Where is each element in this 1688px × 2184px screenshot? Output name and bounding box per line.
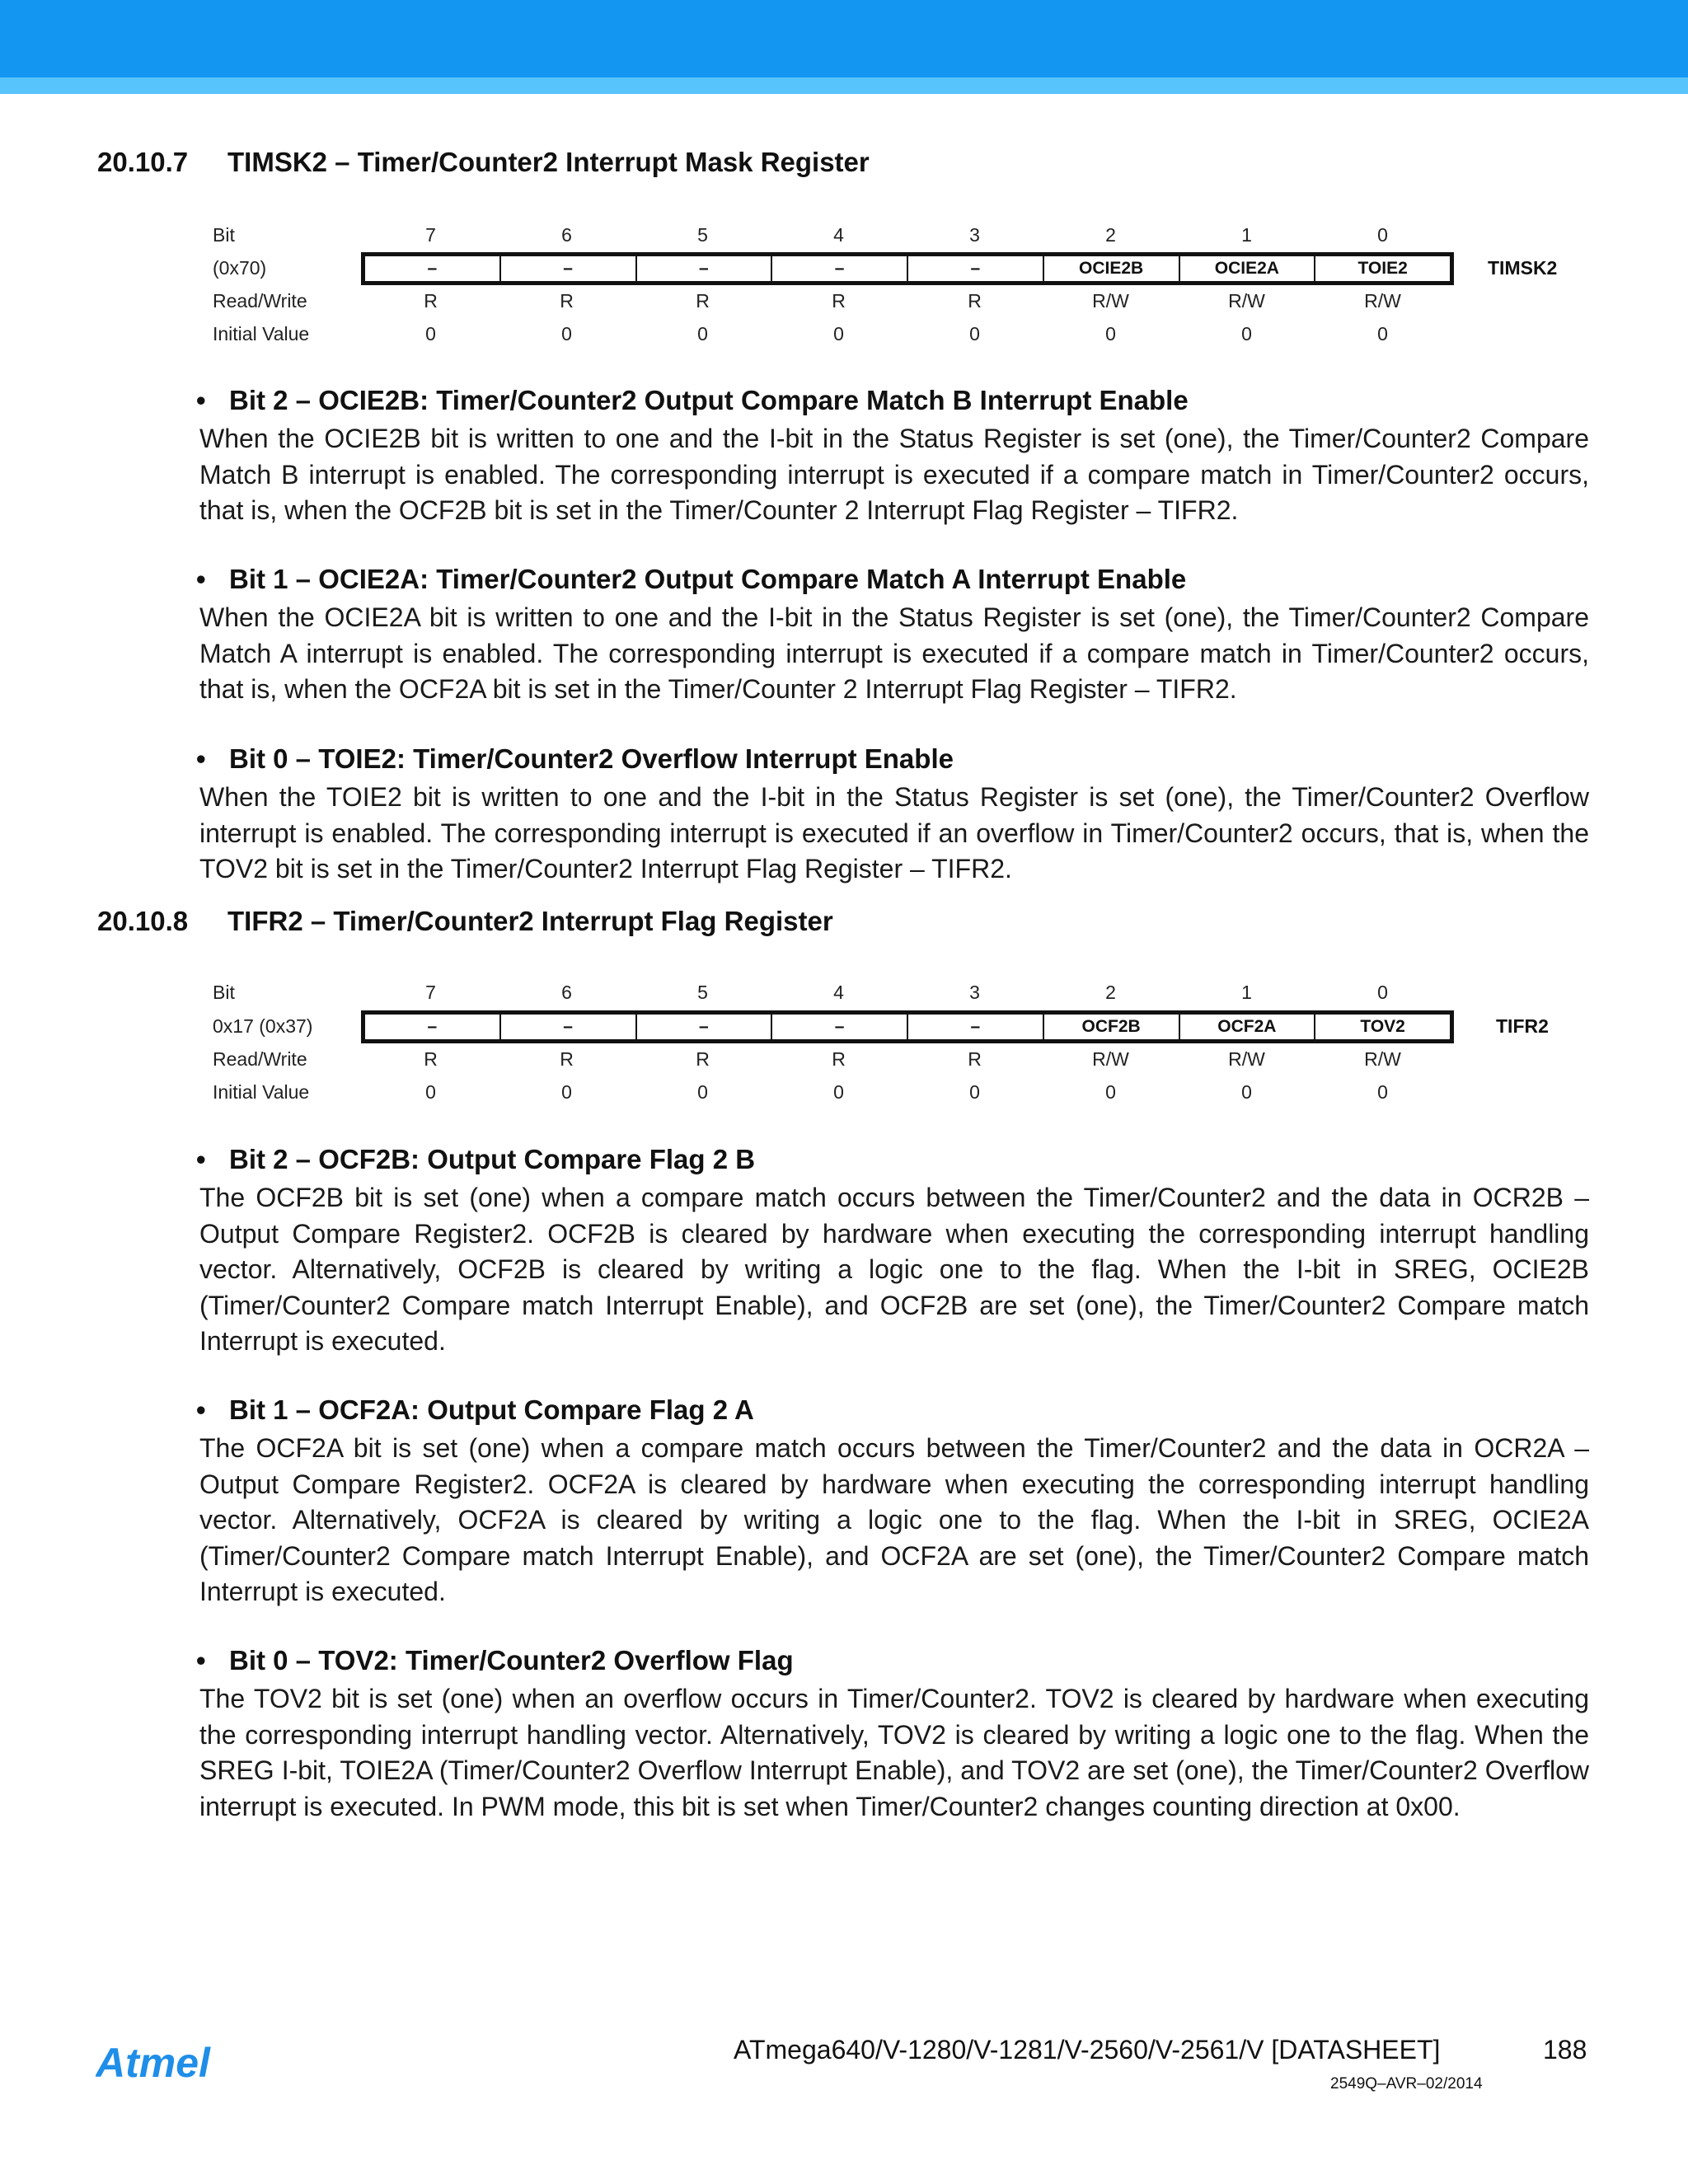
bit-number: 7 [425,224,436,246]
bit-number: 4 [833,224,844,246]
bit-cell: OCIE2A [1180,256,1316,281]
register-name: TIFR2 [1496,1015,1549,1037]
section-title-tifr2 [97,906,833,937]
bit-description: The TOV2 bit is set (one) when an overflow occurs in Timer/Counter2. TOV2 is cleared by hardware when executing the corresponding interrupt handling vector. Alternatively, TOV2 is cleared by writing a logic one to the flag. When the SREG I-bit, TOIE2A (Timer/Counter2 Overflow Interrupt Enable), and TOV2 are set (one), the Timer/Counter2 Overflow interrupt is executed. In PWM mode, this bit is set when Timer/Counter2 changes counting direction at 0x00. [199,1684,1589,1821]
bit-cell: OCF2B [1044,1015,1180,1039]
bit-description: When the TOIE2 bit is written to one and the I-bit in the Status Register is set (one), the Timer/Counter2 Overflow interrupt is enabled. The corresponding interrupt is executed if an overflow in Timer/Counter2 occurs, that is, when the TOV2 bit is set in the Timer/Counter2 Interrupt Flag Register – TIFR2. [199,782,1589,883]
header-stripe [0,77,1688,94]
initial-value: 0 [969,323,980,344]
bit-heading-text: Bit 2 – OCIE2B: Timer/Counter2 Output Compare Match B Interrupt Enable [229,385,1189,415]
bit-number: 1 [1241,982,1252,1003]
initial-value: 0 [1241,1081,1252,1103]
bit-heading: • Bit 2 – OCF2B: Output Compare Flag 2 B [196,1144,756,1174]
bit-number: 3 [969,982,980,1003]
bit-number: 3 [969,224,980,246]
register-name: TIMSK2 [1488,257,1558,279]
rw-value: R/W [1092,290,1129,312]
bit-cell: – [637,256,773,281]
bit-number: 7 [425,982,436,1003]
bit-cell: – [365,256,501,281]
bit-heading-text: Bit 2 – OCF2B: Output Compare Flag 2 B [229,1144,756,1174]
atmel-logo-text: Atmel [96,2041,210,2086]
rw-value: R [696,1048,710,1070]
footer-page-number: 188 [1543,2035,1587,2064]
bit-cell: TOV2 [1360,1017,1405,1036]
bit-heading-text: Bit 0 – TOIE2: Timer/Counter2 Overflow Interrupt Enable [229,743,954,774]
section-title-text: TIFR2 – Timer/Counter2 Interrupt Flag Register [227,906,833,936]
initial-value: 0 [561,323,572,344]
bit-cell: – [501,1015,637,1039]
bit-description: The OCF2B bit is set (one) when a compare match occurs between the Timer/Counter2 and the data in OCR2B – Output Compare Register2. OCF2B is cleared by hardware when executing the corresponding interrupt handling vector. Alternatively, OCF2B is cleared by writing a logic one to the flag. When the I-bit in SREG, OCIE2B (Timer/Counter2 Compare match Interrupt Enable), and OCF2B are set (one), the Timer/Counter2 Compare match Interrupt is executed. [199,1183,1589,1356]
bit-cell: – [772,256,908,281]
bit-cell: – [908,1015,1044,1039]
bit-heading: • Bit 1 – OCIE2A: Timer/Counter2 Output Compare Match A Interrupt Enable [196,564,1187,594]
initial-value: 0 [561,1081,572,1103]
bit-number: 0 [1377,224,1388,246]
rw-value: R/W [1228,1048,1265,1070]
initial-value: 0 [425,323,436,344]
rw-value: R [696,290,710,312]
rw-value: R [560,1048,574,1070]
initial-value: 0 [425,1081,436,1103]
atmel-logo [96,2041,241,2087]
rw-value: R [424,290,438,312]
bit-number: 2 [1105,982,1116,1003]
section-title-timsk2 [97,147,870,178]
bit-number: 5 [697,982,708,1003]
footer-document-title: ATmega640/V-1280/V-1281/V-2560/V-2561/V [DATASHEET] [734,2035,1441,2064]
bit-number: 4 [833,982,844,1003]
initial-value: 0 [1105,323,1116,344]
bit-cell: – [772,1015,908,1039]
bit-row-label: Bit [213,982,235,1003]
bit-heading: • Bit 0 – TOIE2: Timer/Counter2 Overflow Interrupt Enable [196,743,954,774]
bit-number: 0 [1377,982,1388,1003]
bit-description: When the OCIE2B bit is written to one and the I-bit in the Status Register is set (one), the Timer/Counter2 Compare Match B interrupt is enabled. The corresponding interrupt is executed if a compare match in Timer/Counter2 occurs, that is, when the OCF2B bit is set in the Timer/Counter 2 Interrupt Flag Register – TIFR2. [199,424,1589,525]
rw-value: R/W [1364,290,1401,312]
bit-cell: – [501,256,637,281]
read-write-row-label: Read/Write [213,1048,307,1070]
register-address: 0x17 (0x37) [213,1015,313,1037]
bit-row-label: Bit [213,224,235,246]
rw-value: R/W [1228,290,1265,312]
bit-heading: • Bit 0 – TOV2: Timer/Counter2 Overflow Flag [196,1645,794,1675]
read-write-row-label: Read/Write [213,290,307,312]
register-bit-table [361,1010,1454,1043]
initial-value: 0 [833,323,844,344]
initial-value-row-label: Initial Value [213,323,310,344]
initial-value: 0 [1241,323,1252,344]
initial-value: 0 [697,323,708,344]
bit-heading-text: Bit 1 – OCIE2A: Timer/Counter2 Output Compare Match A Interrupt Enable [229,564,1187,594]
bit-description: When the OCIE2A bit is written to one and the I-bit in the Status Register is set (one), the Timer/Counter2 Compare Match A interrupt is enabled. The corresponding interrupt is executed if a compare match in Timer/Counter2 occurs, that is, when the OCF2A bit is set in the Timer/Counter 2 Interrupt Flag Register – TIFR2. [199,602,1589,704]
header-bar [0,0,1688,77]
initial-value: 0 [697,1081,708,1103]
bit-cell: TOIE2 [1357,259,1408,278]
bit-number: 1 [1241,224,1252,246]
initial-value: 0 [1377,323,1388,344]
section-number: 20.10.7 [97,147,189,177]
bit-heading-text: Bit 1 – OCF2A: Output Compare Flag 2 A [229,1394,754,1425]
initial-value: 0 [969,1081,980,1103]
rw-value: R [832,290,846,312]
initial-value: 0 [833,1081,844,1103]
bit-cell: – [637,1015,773,1039]
bit-number: 5 [697,224,708,246]
section-number: 20.10.8 [97,906,189,936]
rw-value: R [424,1048,438,1070]
rw-value: R [968,1048,982,1070]
section-title-text: TIMSK2 – Timer/Counter2 Interrupt Mask Register [227,147,870,177]
bit-heading: • Bit 1 – OCF2A: Output Compare Flag 2 A [196,1394,754,1425]
rw-value: R [560,290,574,312]
rw-value: R [968,290,982,312]
bit-cell: OCIE2B [1044,256,1180,281]
rw-value: R [832,1048,846,1070]
bit-heading: • Bit 2 – OCIE2B: Timer/Counter2 Output Compare Match B Interrupt Enable [196,385,1189,415]
initial-value-row-label: Initial Value [213,1081,310,1103]
initial-value: 0 [1377,1081,1388,1103]
rw-value: R/W [1364,1048,1401,1070]
bit-cell: – [908,256,1044,281]
initial-value: 0 [1105,1081,1116,1103]
bit-cell: OCF2A [1180,1015,1316,1039]
bit-number: 6 [561,224,572,246]
bit-description: The OCF2A bit is set (one) when a compare match occurs between the Timer/Counter2 and the data in OCR2A – Output Compare Register2. OCF2A is cleared by hardware when executing the corresponding interrupt handling vector. Alternatively, OCF2A is cleared by writing a logic one to the flag. When the I-bit in SREG, OCIE2A (Timer/Counter2 Compare match Interrupt Enable), and OCF2A are set (one), the Timer/Counter2 Compare match Interrupt is executed. [199,1433,1589,1606]
register-address: (0x70) [213,257,267,279]
bit-heading-text: Bit 0 – TOV2: Timer/Counter2 Overflow Flag [229,1645,794,1675]
rw-value: R/W [1092,1048,1129,1070]
bit-number: 2 [1105,224,1116,246]
register-bit-table [361,252,1454,285]
bit-cell: – [365,1015,501,1039]
footer-document-code: 2549Q–AVR–02/2014 [1330,2075,1483,2093]
bit-number: 6 [561,982,572,1003]
